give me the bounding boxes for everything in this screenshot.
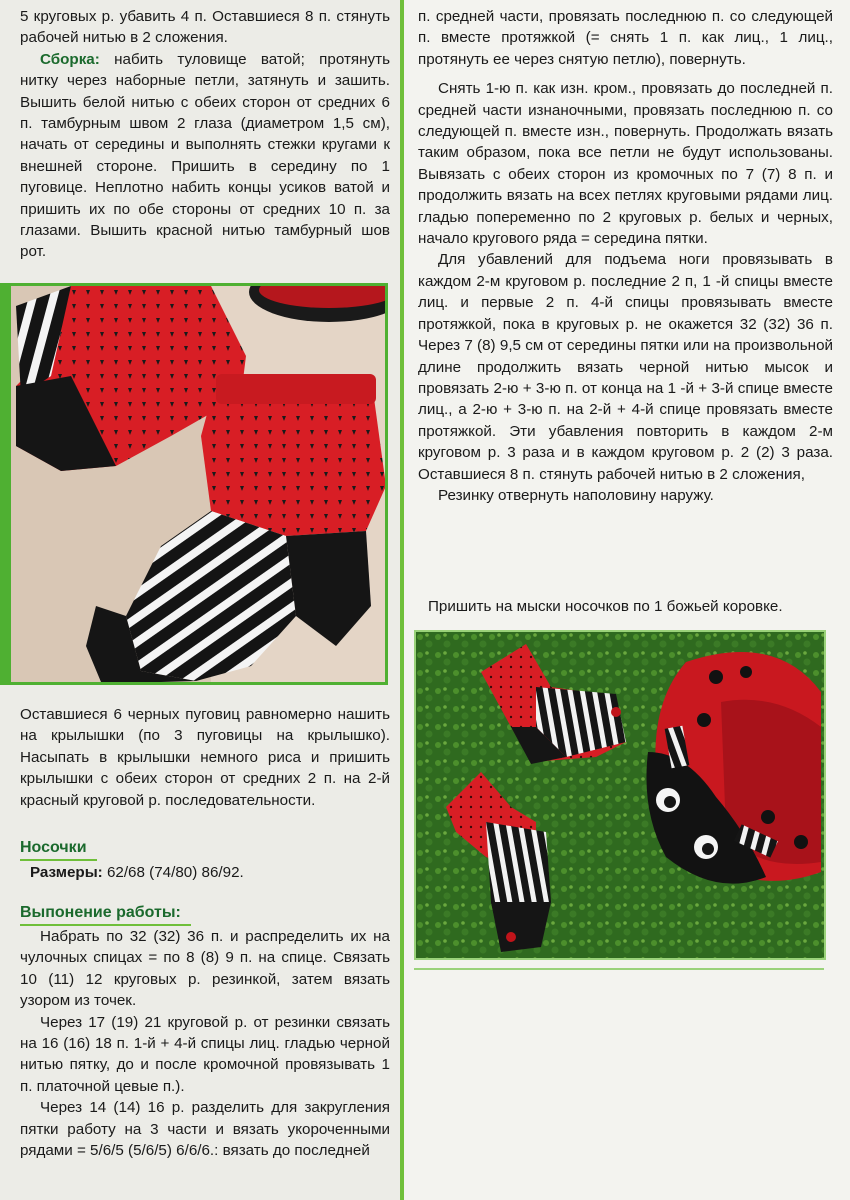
intro-paragraph: 5 круговых р. убавить 4 п. Оставшиеся 8 п. стянуть рабочей нитью в 2 сложения.: [20, 8, 390, 47]
sizes-label: Размеры:: [30, 864, 103, 881]
photo-side-bar: [0, 283, 8, 685]
socks-illustration: [11, 286, 385, 682]
work-paragraph-2: Через 17 (19) 21 круговой р. от резинки связать на 16 (16) 18 п. 1-й + 4-й спицы лиц. гладью черной нитью пятку, до и после кромочной провязывать 1 п. платочной цевые п.).: [20, 1013, 390, 1095]
sizes-line: [30, 862, 390, 883]
left-top-text: [20, 6, 390, 263]
socks-photo: [8, 283, 388, 685]
left-after-photo-text: [20, 704, 390, 811]
ladybug-illustration: [416, 632, 824, 958]
right-paragraph-3: Для убавлений для подъема ноги провязывать в каждом 2-м круговом р. последние 2 п, 1 -й спицы вместе лиц. и первые 2 п. 4-й спицы провязывать вместе протяжкой, пока в круговых р. не окажется 32 (32) 36 п. Через 7 (8) 9,5 см от середины пятки или на произвольной длине продолжить вязать черной нитью мысок и провязать 2-ю + 3-ю п. от конца на 1 -й + 3-й спице вместе лиц., а 2-ю + 3-ю п. на 2-й + 4-й спице провязать вместе протяжкой. Эти убавления повторить в каждом 2-м круговом р. 3 раза и в каждом круговом р. 2 (2) 3 раза. Оставшиеся 8 п. стянуть рабочей нитью в 2 сложения,: [418, 251, 833, 483]
right-paragraph-1: п. средней части, провязать последнюю п. со следующей п. вместе протяжкой (= снять 1 п. как лиц., 1 лиц., протянуть ее через снятую петлю), повернуть.: [418, 8, 833, 68]
socks-heading: Носочки: [20, 838, 97, 861]
assembly-label: Сборка:: [40, 50, 100, 68]
ladybug-photo: [414, 630, 826, 960]
right-text: [418, 6, 833, 506]
right-paragraph-2: Снять 1-ю п. как изн. кром., провязать до последней п. средней части изнаночными, провязать последнюю п. со следующей п. вместе изн., повернуть. Продолжать вязать таким образом, пока все петли не будут использованы. Вывязать с обеих сторон из кромочных по 7 (7) 8 п. и продолжить вязать на всех петлях круговыми рядами лиц. гладью попеременно по 2 круговых р. белых и черных, начало кругового ряда = середина пятки.: [418, 80, 833, 248]
column-divider: [400, 0, 404, 1200]
right-paragraph-4: Резинку отвернуть наполовину наружу.: [438, 486, 714, 504]
assembly-text: набить туловище ватой; протянуть нитку через наборные петли, затянуть и зашить. Вышить белой нитью с обеих сторон от средних 6 п. тамбурным швом 2 глаза (диаметром 1,5 см), начать от середины и выполнять стежки кругами к внешней стороне. Пришить в середину по 1 пуговице. Неплотно набить концы усиков ватой и пришить их по обе стороны от средних 10 п. за глазами. Вышить красной нитью тамбурный шов рот.: [20, 50, 390, 261]
work-heading: Выпонение работы:: [20, 903, 191, 926]
photo-rule: [414, 968, 824, 970]
wings-paragraph: Оставшиеся 6 черных пуговиц равномерно нашить на крылышки (по 3 пуговицы на крылышко). Насыпать в крылышки немного риса и пришить крылышки с обеих сторон от средних 2 п. на 2-й красный круговой р. последовательности.: [20, 706, 390, 809]
right-note: Пришить на мыски носочков по 1 божьей коровке.: [428, 598, 783, 615]
work-paragraph-1: Набрать по 32 (32) 36 п. и распределить их на чулочных спицах = по 8 (8) 9 п. на спице. Связать 10 (11) 12 круговых р. резинкой, затем вязать узором из точек.: [20, 928, 390, 1010]
assembly-paragraph: [20, 49, 390, 263]
work-paragraph-3: Через 14 (14) 16 р. разделить для закругления пятки работу на 3 части и вязать укороченными рядами = 5/6/5 (5/6/5) 6/6/6.: вязать до последней: [20, 1099, 390, 1160]
work-text: [20, 926, 390, 1161]
sizes-value: 62/68 (74/80) 86/92.: [102, 864, 244, 881]
